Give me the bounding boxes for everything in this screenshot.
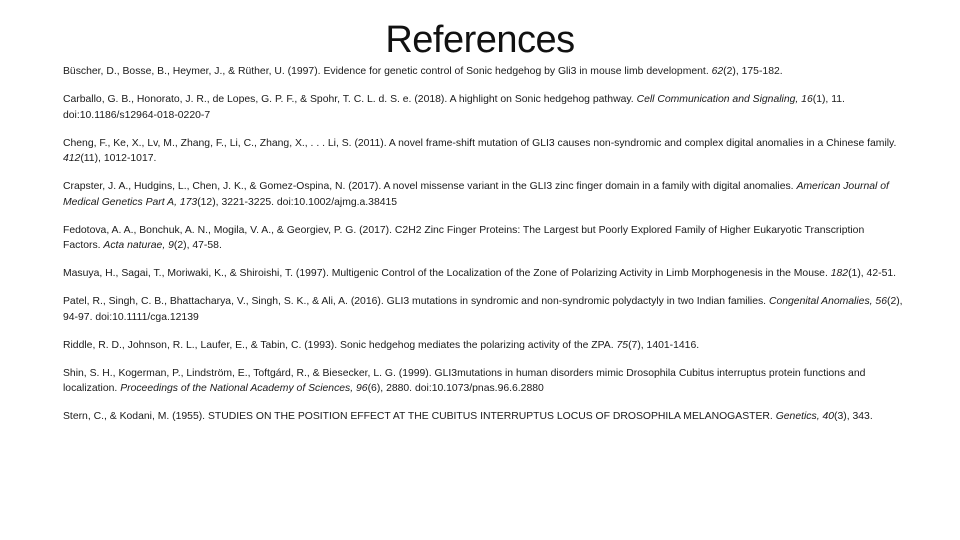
reference-text: Crapster, J. A., Hudgins, L., Chen, J. K., & Gomez-Ospina, N. (2017). A novel missense variant in the GLI3 zinc finger domain in a family with digital anomalies. (63, 181, 797, 192)
reference-journal: Acta naturae, 9 (103, 240, 174, 251)
reference-item (63, 366, 903, 397)
reference-item (63, 409, 903, 425)
reference-text: Masuya, H., Sagai, T., Moriwaki, K., & Shiroishi, T. (1997). Multigenic Control of the Localization of the Zone of Polarizing Activity in Limb Morphogenesis in the Mouse. (63, 268, 831, 279)
page-title: References (385, 19, 575, 61)
reference-tail: (12), 3221-3225. doi:10.1002/ajmg.a.38415 (197, 196, 398, 208)
reference-item (63, 266, 903, 282)
reference-text: Carballo, G. B., Honorato, J. R., de Lopes, G. P. F., & Spohr, T. C. L. d. S. e. (2018). A highlight on Sonic hedgehog pathway. (63, 94, 637, 105)
reference-item (63, 294, 903, 325)
reference-journal: Cell Communication and Signaling, 16 (636, 94, 813, 105)
reference-volume: 182 (830, 268, 849, 279)
reference-journal: Genetics, 40 (775, 411, 835, 422)
reference-volume: 75 (616, 339, 629, 351)
reference-journal: Proceedings of the National Academy of Sciences, 96 (120, 383, 368, 394)
reference-text: Fedotova, A. A., Bonchuk, A. N., Mogila, V. A., & Georgiev, P. G. (2017). C2H2 Zinc Finger Proteins: The Largest but Poorly Explored Family of Higher Eukaryotic Transcription Factors. (63, 224, 865, 251)
reference-tail: (2), 94-97. doi:10.1111/cga.12139 (63, 296, 903, 323)
reference-item (63, 179, 903, 210)
reference-volume: 412 (63, 153, 81, 164)
reference-journal: Congenital Anomalies, 56 (768, 296, 887, 307)
reference-journal: American Journal of Medical Genetics Part A, 173 (63, 181, 889, 208)
reference-text: Riddle, R. D., Johnson, R. L., Laufer, E., & Tabin, C. (1993). Sonic hedgehog mediates the polarizing activity of the ZPA. (63, 339, 617, 351)
reference-tail: (1), 42-51. (848, 268, 897, 279)
reference-item (63, 92, 903, 123)
reference-tail: (1), 11. doi:10.1186/s12964-018-0220-7 (63, 94, 845, 121)
reference-tail: (11), 1012-1017. (80, 153, 157, 164)
reference-text: Büscher, D., Bosse, B., Heymer, J., & Rüther, U. (1997). Evidence for genetic control of Sonic hedgehog by Gli3 in mouse limb development. (63, 66, 712, 77)
reference-tail: (2), 175-182. (723, 66, 783, 77)
reference-item (63, 223, 903, 254)
reference-text: Patel, R., Singh, C. B., Bhattacharya, V., Singh, S. K., & Ali, A. (2016). GLI3 mutations in syndromic and non-syndromic polydactyly in two Indian families. (63, 296, 769, 307)
reference-tail: (2), 47-58. (173, 240, 222, 251)
reference-volume: 62 (711, 66, 724, 77)
reference-tail: (3), 343. (834, 411, 873, 422)
reference-tail: (6), 2880. doi:10.1073/pnas.96.6.2880 (367, 383, 544, 394)
reference-list (63, 64, 903, 437)
reference-text: Stern, C., & Kodani, M. (1955). STUDIES ON THE POSITION EFFECT AT THE CUBITUS INTERRUPTUS LOCUS OF DROSOPHILA MELANOGASTER. (63, 411, 776, 422)
reference-tail: (7), 1401-1416. (628, 339, 700, 351)
reference-text: Shin, S. H., Kogerman, P., Lindström, E., Toftgárd, R., & Biesecker, L. G. (1999). GLI3mutations in human disorders mimic Drosophila Cubitus interruptus protein functions and localization. (63, 367, 866, 394)
reference-item (63, 338, 903, 354)
reference-text: Cheng, F., Ke, X., Lv, M., Zhang, F., Li, C., Zhang, X., . . . Li, S. (2011). A novel frame-shift mutation of GLI3 causes non-syndromic and complex digital anomalies in a Chinese family. (63, 137, 897, 149)
reference-item (63, 136, 903, 167)
reference-item (63, 64, 903, 80)
